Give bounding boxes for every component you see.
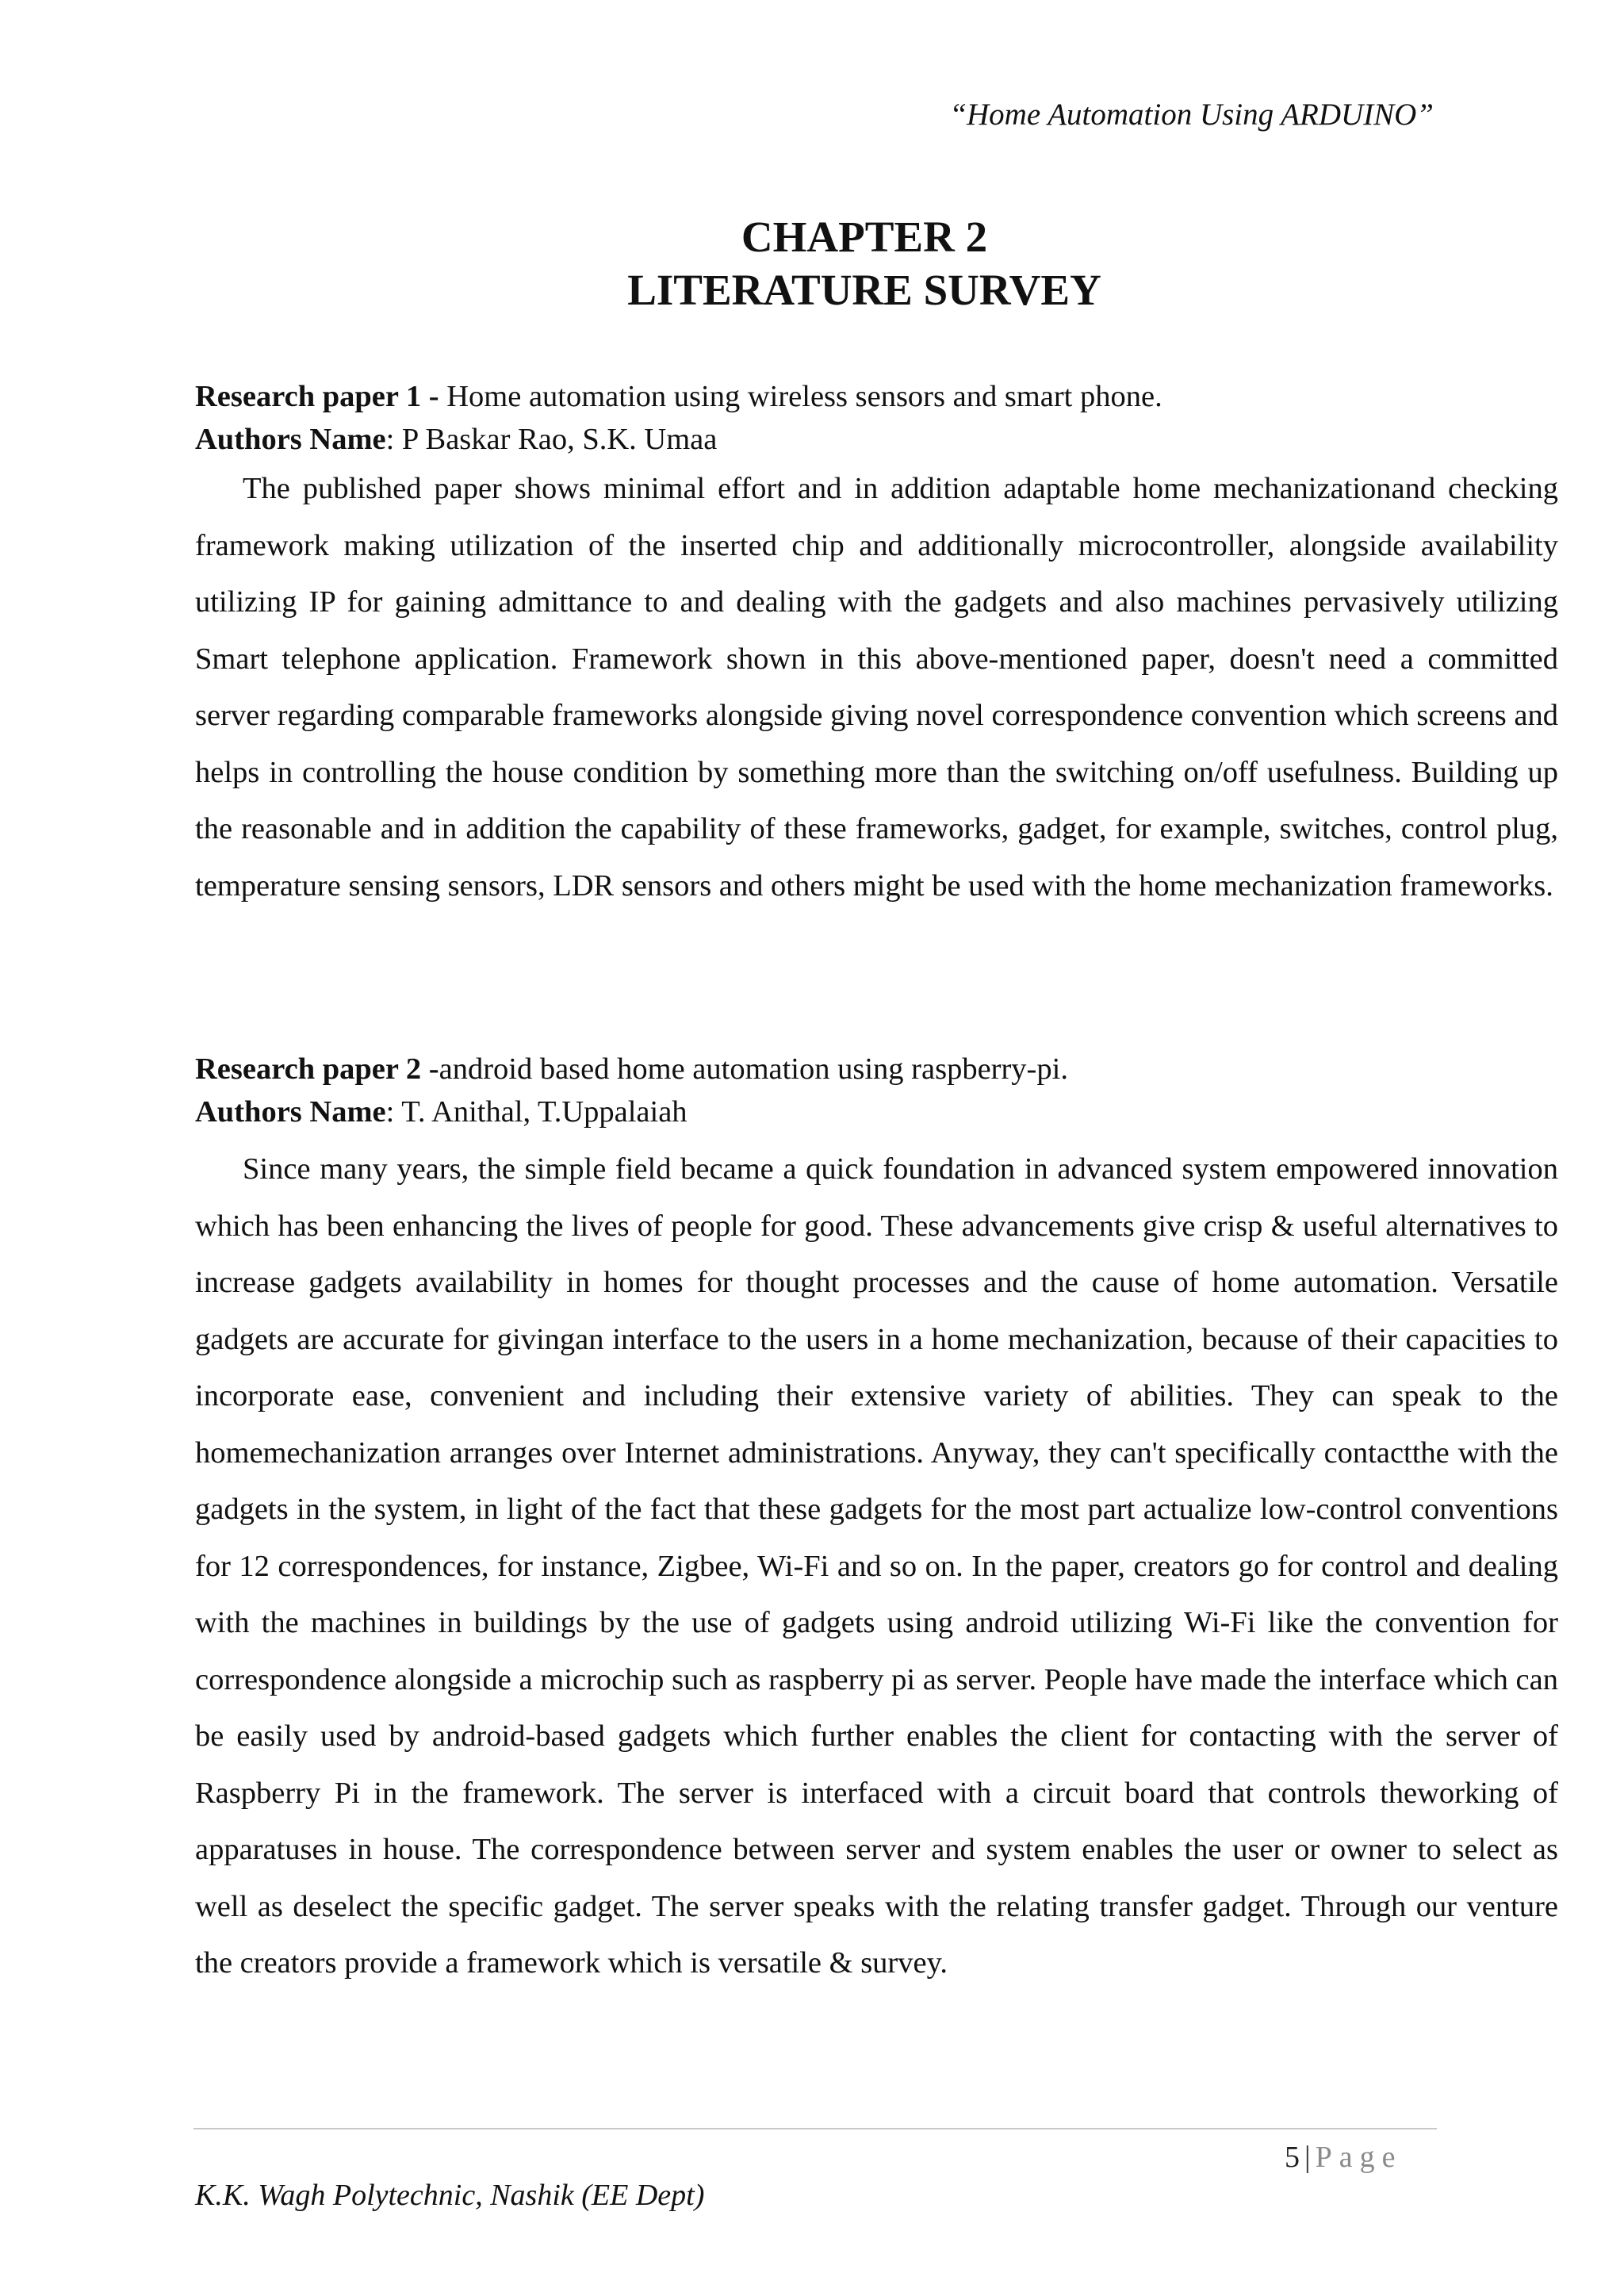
research-paper-1 — [195, 375, 1558, 914]
paper-title: Home automation using wireless sensors and smart phone. — [446, 380, 1162, 413]
chapter-title: LITERATURE SURVEY — [627, 266, 1101, 314]
authors-label: Authors Name — [195, 1095, 386, 1129]
authors-names: : P Baskar Rao, S.K. Umaa — [385, 423, 718, 456]
chapter-heading — [0, 210, 1624, 316]
chapter-number: CHAPTER 2 — [741, 213, 988, 261]
authors-line — [195, 1091, 1558, 1133]
page-number-separator: | — [1304, 2141, 1311, 2174]
paper-label: Research paper 1 - — [195, 380, 447, 413]
authors-label: Authors Name — [195, 423, 386, 456]
paper-label: Research paper 2 - — [195, 1052, 439, 1086]
paper-title-line — [195, 375, 1558, 418]
authors-line — [195, 418, 1558, 461]
paper-title: android based home automation using raspberry-pi. — [439, 1052, 1068, 1086]
page-number-value: 5 — [1285, 2141, 1300, 2174]
paper-title-line — [195, 1048, 1558, 1091]
authors-names: : T. Anithal, T.Uppalaiah — [385, 1095, 688, 1129]
research-paper-2 — [195, 1048, 1558, 1992]
footer-institution: K.K. Wagh Polytechnic, Nashik (EE Dept) — [195, 2179, 705, 2212]
page-word: Page — [1315, 2141, 1403, 2174]
footer-divider — [193, 2128, 1437, 2129]
running-header-title: “Home Automation Using ARDUINO” — [949, 98, 1434, 132]
paper-summary: The published paper shows minimal effort and in addition adaptable home mechanizationand checking framework making utilization of the inserted chip and additionally microcontroller, alongside availability utilizing IP for gaining admittance to and dealing with the gadgets and also machines pervasively utilizing Smart telephone application. Framework shown in this above-mentioned paper, doesn't need a committed server regarding comparable frameworks alongside giving novel correspondence convention which screens and helps in controlling the house condition by something more than the switching on/off usefulness. Building up the reasonable and in addition the capability of these frameworks, gadget, for example, switches, control plug, temperature sensing sensors, LDR sensors and others might be used with the home mechanization frameworks. — [195, 472, 1558, 903]
page-number — [1285, 2140, 1402, 2175]
paper-summary: Since many years, the simple field became a quick foundation in advanced system empowered innovation which has been enhancing the lives of people for good. These advancements give crisp & useful alternatives to increase gadgets availability in homes for thought processes and the cause of home automation. Versatile gadgets are accurate for givingan interface to the users in a home mechanization, because of their capacities to incorporate ease, convenient and including their extensive variety of abilities. They can speak to the homemechanization arranges over Internet administrations. Anyway, they can't specifically contactthe with the gadgets in the system, in light of the fact that these gadgets for the most part actualize low-control conventions for 12 correspondences, for instance, Zigbee, Wi-Fi and so on. In the paper, creators go for control and dealing with the machines in buildings by the use of gadgets using android utilizing Wi-Fi like the convention for correspondence alongside a microchip such as raspberry pi as server. People have made the interface which can be easily used by android-based gadgets which further enables the client for contacting with the server of Raspberry Pi in the framework. The server is interfaced with a circuit board that controls theworking of apparatuses in house. The correspondence between server and system enables the user or owner to select as well as deselect the specific gadget. The server speaks with the relating transfer gadget. Through our venture the creators provide a framework which is versatile & survey. — [195, 1152, 1558, 1980]
